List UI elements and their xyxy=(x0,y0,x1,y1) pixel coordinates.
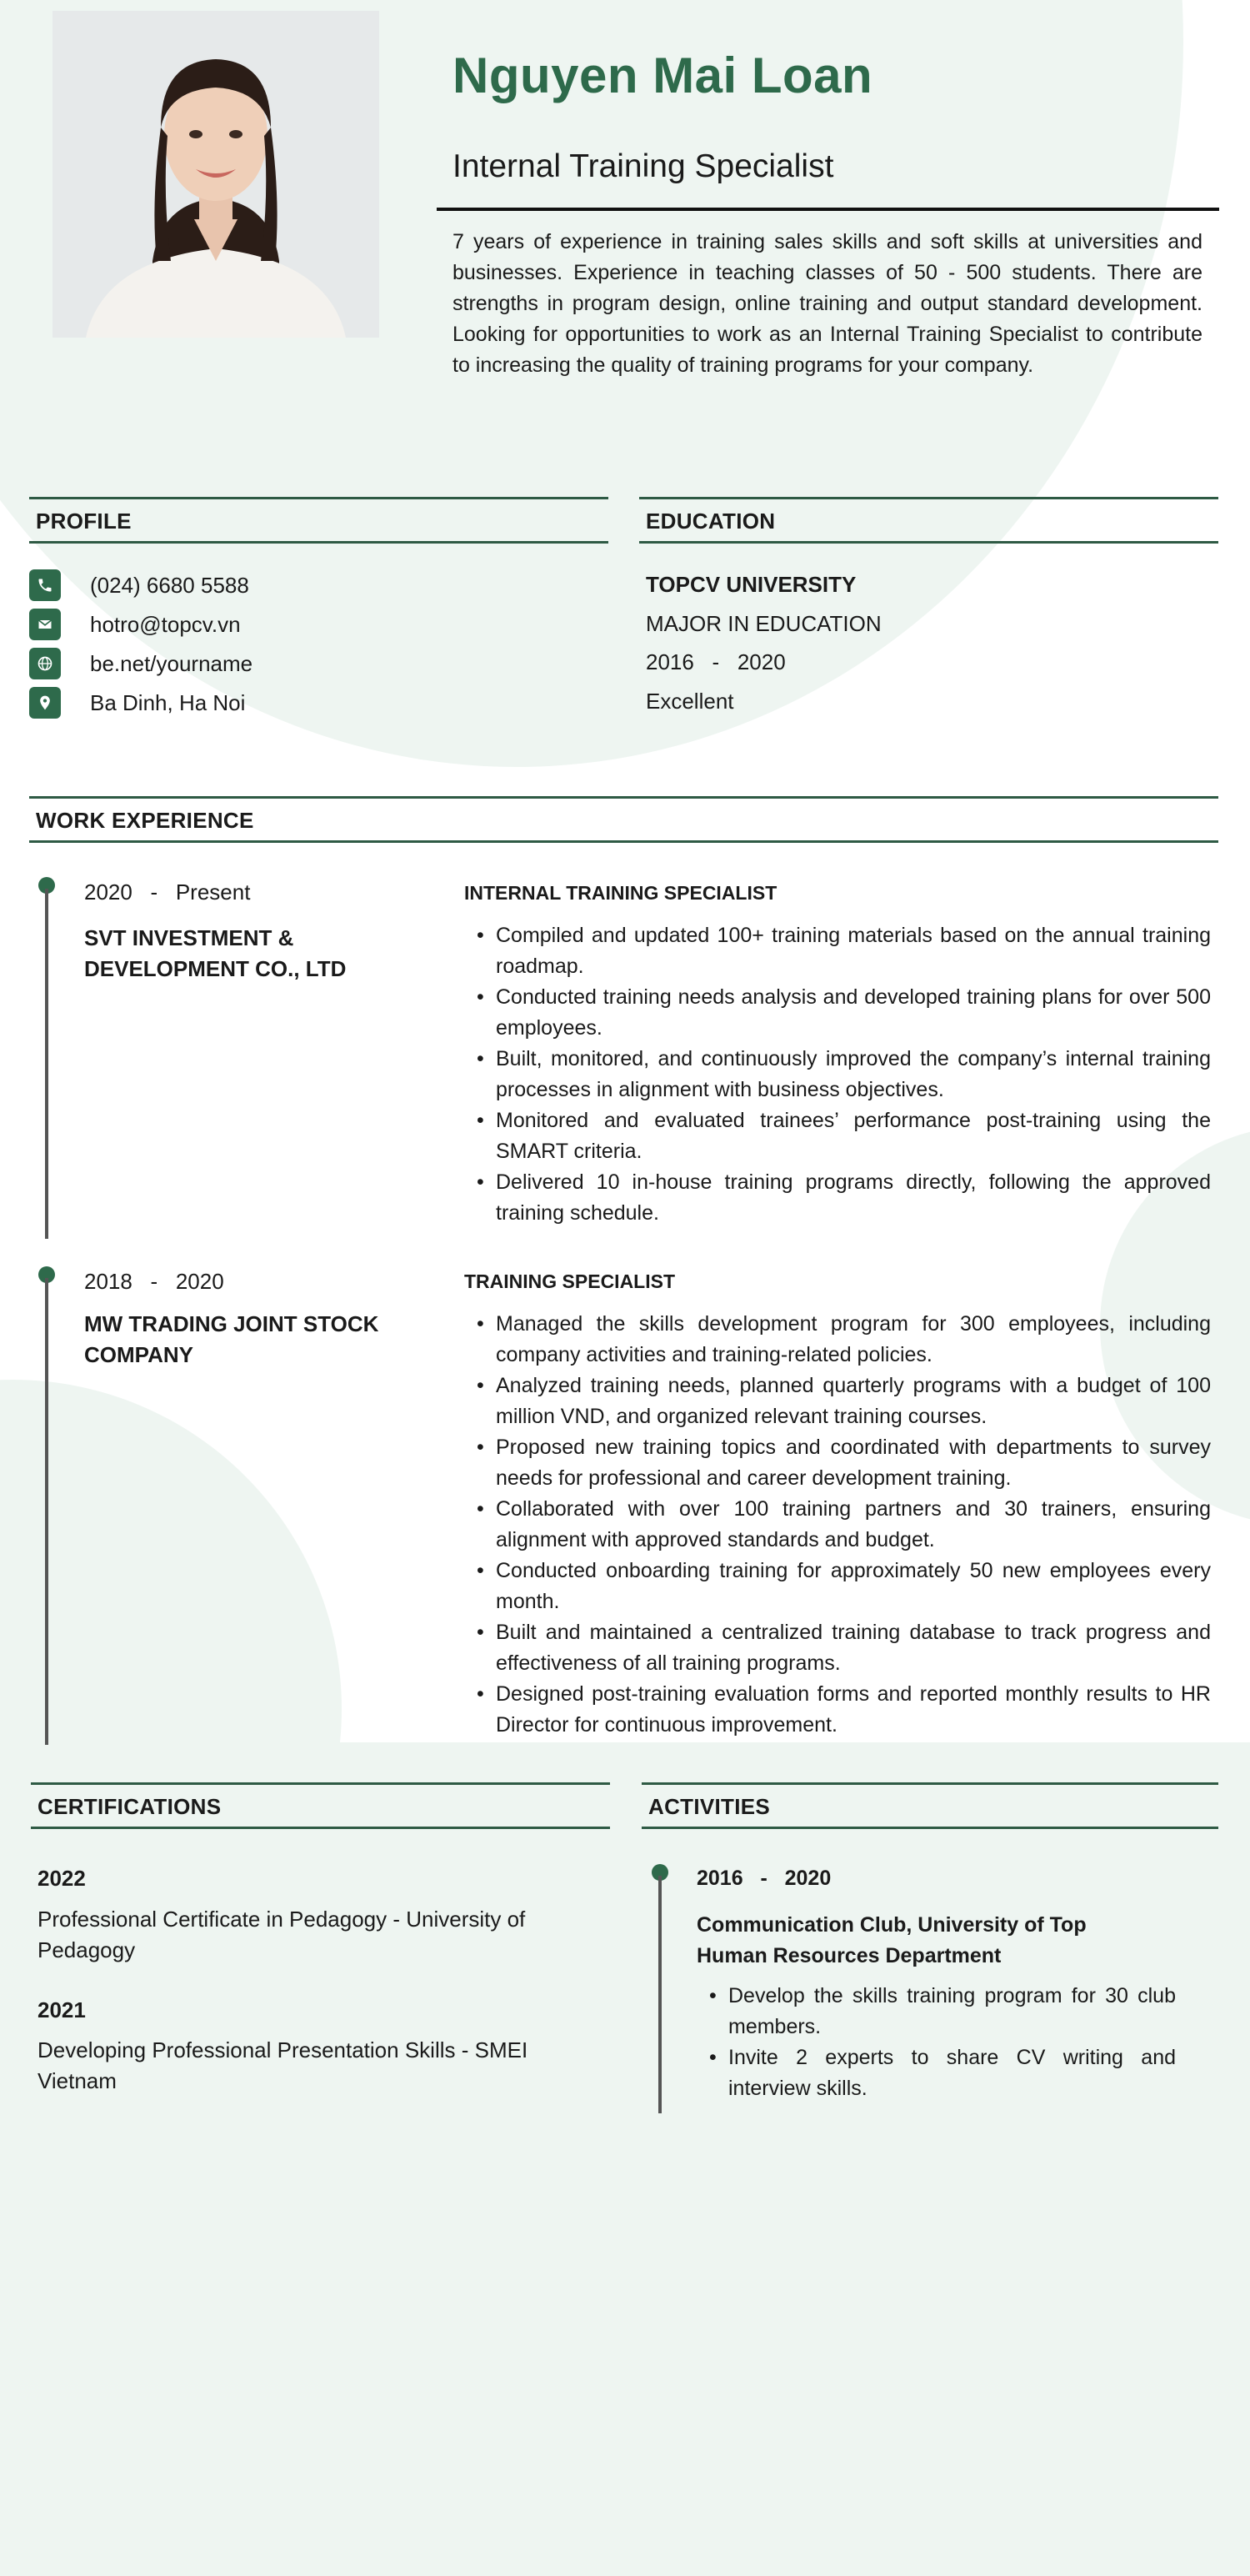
candidate-name: Nguyen Mai Loan xyxy=(452,48,873,103)
certification-name xyxy=(38,2035,528,2097)
education-grade: Excellent xyxy=(646,689,734,714)
certification-name-line: Vietnam xyxy=(38,2068,117,2093)
education-period: 2016 - 2020 xyxy=(646,649,786,674)
list-item: • Conducted onboarding training for approximately 50 new employees every month. xyxy=(477,1556,1211,1617)
profile-section-header xyxy=(29,497,608,544)
list-item: • Delivered 10 in-house training programs directly, following the approved training schedule. xyxy=(477,1167,1211,1229)
certification-name-line: Professional Certificate in Pedagogy - University of xyxy=(38,1907,526,1932)
location-icon xyxy=(29,687,61,719)
job-role: INTERNAL TRAINING SPECIALIST xyxy=(464,882,778,904)
job-company-line: MW TRADING JOINT STOCK xyxy=(84,1311,379,1336)
certification-name-line: Developing Professional Presentation Skills - SMEI xyxy=(38,2037,528,2062)
activities-heading: ACTIVITIES xyxy=(648,1794,771,1819)
list-item: • Compiled and updated 100+ training materials based on the annual training roadmap. xyxy=(477,920,1211,982)
contact-email-text: hotro@topcv.vn xyxy=(90,611,241,637)
activity-organization-line: Human Resources Department xyxy=(697,1944,1002,1967)
header-divider xyxy=(437,208,1219,211)
timeline-line xyxy=(658,1876,662,2113)
activity-organization xyxy=(697,1910,1087,1972)
education-school: TOPCV UNIVERSITY xyxy=(646,572,857,597)
certification-name xyxy=(38,1904,525,1966)
activity-period: 2016 - 2020 xyxy=(697,1867,832,1890)
activities-section-header xyxy=(642,1782,1218,1829)
contact-email xyxy=(29,609,241,640)
list-item: • Analyzed training needs, planned quarterly programs with a budget of 100 million VND, and organized relevant training courses. xyxy=(477,1371,1211,1432)
job-duties xyxy=(477,1309,1211,1741)
list-item: • Invite 2 experts to share CV writing and interview skills. xyxy=(709,2042,1176,2104)
job-company-line: COMPANY xyxy=(84,1342,193,1367)
list-item: • Managed the skills development program for 300 employees, including company activities and training-related policies. xyxy=(477,1309,1211,1371)
job-role: TRAINING SPECIALIST xyxy=(464,1270,676,1292)
job-period: 2020 - Present xyxy=(84,880,251,905)
education-major: MAJOR IN EDUCATION xyxy=(646,611,882,636)
list-item: • Conducted training needs analysis and developed training plans for over 500 employees. xyxy=(477,982,1211,1044)
contact-phone xyxy=(29,569,249,601)
job-duties xyxy=(477,920,1211,1229)
profile-heading: PROFILE xyxy=(36,509,132,534)
list-item: • Monitored and evaluated trainees’ performance post-training using the SMART criteria. xyxy=(477,1105,1211,1167)
background-circle-bottom xyxy=(0,1742,1250,2576)
work-section-header xyxy=(29,796,1218,843)
contact-website xyxy=(29,648,252,679)
list-item: • Built and maintained a centralized training database to track progress and effectiveness of all training programs. xyxy=(477,1617,1211,1679)
activity-organization-line: Communication Club, University of Top xyxy=(697,1913,1087,1937)
summary-paragraph: 7 years of experience in training sales skills and soft skills at universities and businesses. Experience in teaching classes of 50 - 500 students. There are strengths in program design, online training and output standard development. Looking for opportunities to work as an Internal Training Specialist to contribute to increasing the quality of training programs for your company. xyxy=(452,230,1202,377)
education-heading: EDUCATION xyxy=(646,509,776,534)
job-company xyxy=(84,1309,378,1371)
certifications-heading: CERTIFICATIONS xyxy=(38,1794,222,1819)
list-item: • Proposed new training topics and coordinated with departments to survey needs for professional and career development training. xyxy=(477,1432,1211,1494)
education-section-header xyxy=(639,497,1218,544)
contact-location-text: Ba Dinh, Ha Noi xyxy=(90,689,246,715)
list-item: • Built, monitored, and continuously improved the company’s internal training processes in alignment with business objectives. xyxy=(477,1044,1211,1105)
phone-icon xyxy=(29,569,61,601)
portrait-image xyxy=(52,11,379,338)
work-heading: WORK EXPERIENCE xyxy=(36,808,254,833)
list-item: • Collaborated with over 100 training partners and 30 trainers, ensuring alignment with approved standards and budget. xyxy=(477,1494,1211,1556)
activity-items xyxy=(709,1981,1176,2104)
certifications-section-header xyxy=(31,1782,610,1829)
contact-location xyxy=(29,687,245,719)
candidate-title: Internal Training Specialist xyxy=(452,148,834,184)
globe-icon xyxy=(29,648,61,679)
certification-year: 2022 xyxy=(38,1866,86,1891)
list-item: • Designed post-training evaluation forms and reported monthly results to HR Director for continuous improvement. xyxy=(477,1679,1211,1741)
timeline-line xyxy=(45,889,48,1239)
job-company-line: DEVELOPMENT CO., LTD xyxy=(84,956,347,981)
job-company xyxy=(84,923,346,985)
contact-website-text: be.net/yourname xyxy=(90,650,253,676)
list-item: • Develop the skills training program for 30 club members. xyxy=(709,1981,1176,2042)
certification-name-line: Pedagogy xyxy=(38,1937,136,1962)
profile-photo xyxy=(52,11,379,338)
certification-year: 2021 xyxy=(38,1997,86,2022)
email-icon xyxy=(29,609,61,640)
timeline-line xyxy=(45,1278,48,1745)
contact-phone-text: (024) 6680 5588 xyxy=(90,572,249,598)
job-period: 2018 - 2020 xyxy=(84,1269,224,1294)
job-company-line: SVT INVESTMENT & xyxy=(84,925,294,950)
